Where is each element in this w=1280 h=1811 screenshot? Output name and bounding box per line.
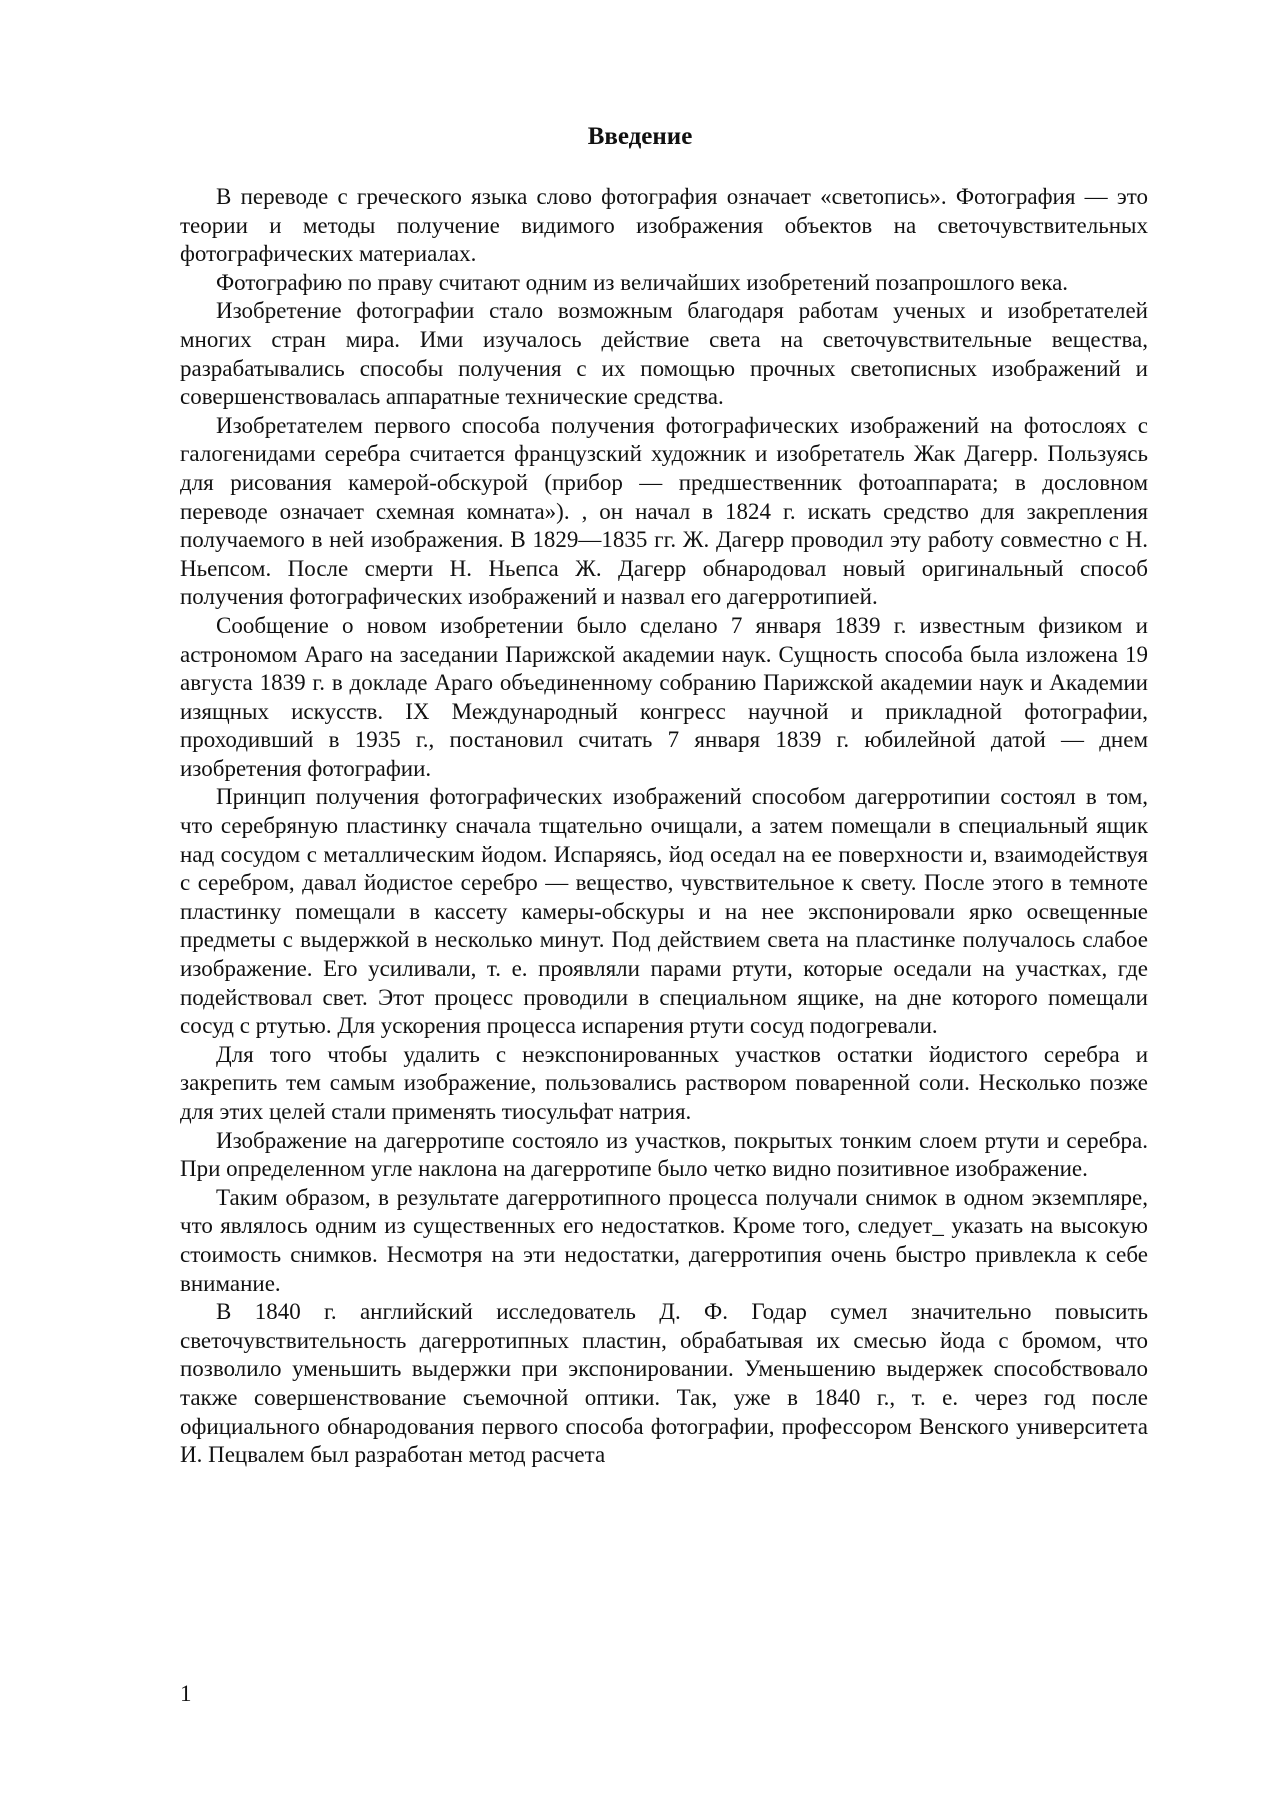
page-title: Введение [587,123,693,150]
paragraph: Для того чтобы удалить с неэкспонированных участков остатки йодистого серебра и закрепить тем самым изображение, пользовались раствором поваренной соли. Несколько позже для этих целей стали применять тиосульфат натрия. [180,1041,1148,1124]
paragraph: Изобретение фотографии стало возможным благодаря работам ученых и изобретателей многих стран мира. Ими изучалось действие света на светочувствительные вещества, разрабатывались способы получения с их помощью прочных светописных изображений и совершенствовалась аппаратные технические средства. [180,298,1148,410]
paragraph: Изображение на дагерротипе состояло из участков, покрытых тонким слоем ртути и серебра. При определенном угле наклона на дагерротипе было четко видно позитивное изображение. [180,1127,1148,1182]
paragraph: Сообщение о новом изобретении было сделано 7 января 1839 г. известным физиком и астрономом Араго на заседании Парижской академии наук. Сущность способа была изложена 19 августа 1839 г. в докладе Араго объединенному собранию Парижской академии наук и Академии изящных искусств. IX Международный конгресс научной и прикладной фотографии, проходивший в 1935 г., постановил считать 7 января 1839 г. юбилейной датой — днем изобретения фотографии. [180,612,1148,781]
body-text [180,183,1148,1470]
page-number: 1 [180,1681,192,1706]
paragraph: В 1840 г. английский исследователь Д. Ф. Годар сумел значительно повысить светочувствительность дагерротипных пластин, обрабатывая их смесью йода с бромом, что позволило уменьшить выдержки при экспонировании. Уменьшению выдержек способствовало также совершенствование съемочной оптики. Так, уже в 1840 г., т. е. через год после официального обнародования первого способа фотографии, профессором Венского университета И. Пецвалем был разработан метод расчета [180,1299,1148,1468]
paragraph: Таким образом, в результате дагерротипного процесса получали снимок в одном экземпляре, что являлось одним из существенных его недостатков. Кроме того, следует_ указать на высокую стоимость снимков. Несмотря на эти недостатки, дагерротипия очень быстро привлекла к себе внимание. [180,1184,1148,1296]
paragraph: Изобретателем первого способа получения фотографических изображений на фотослоях с галогенидами серебра считается французский художник и изобретатель Жак Дагерр. Пользуясь для рисования камерой-обскурой (прибор — предшественник фотоаппарата; в дословном переводе означает схемная комната»). , он начал в 1824 г. искать средство для закрепления получаемого в ней изображения. В 1829—1835 гг. Ж. Дагерр проводил эту работу совместно с Н. Ньепсом. После смерти Н. Ньепса Ж. Дагерр обнародовал новый оригинальный способ получения фотографических изображений и назвал его дагерротипией. [180,412,1148,610]
paragraph: В переводе с греческого языка слово фотография означает «светопись». Фотография — это теории и методы получение видимого изображения объектов на светочувствительных фотографических материалах. [180,184,1148,267]
paragraph: Фотографию по праву считают одним из величайших изобретений позапрошлого века. [216,269,1069,295]
paragraph: Принцип получения фотографических изображений способом дагерротипии состоял в том, что серебряную пластинку сначала тщательно очищали, а затем помещали в специальный ящик над сосудом с металлическим йодом. Испаряясь, йод оседал на ее поверхности и, взаимодействуя с серебром, давал йодистое серебро — вещество, чувствительное к свету. После этого в темноте пластинку помещали в кассету камеры-обскуры и на нее экспонировали ярко освещенные предметы с выдержкой в несколько минут. Под действием света на пластинке получалось слабое изображение. Его усиливали, т. е. проявляли парами ртути, которые оседали на участках, где подействовал свет. Этот процесс проводили в специальном ящике, на дне которого помещали сосуд с ртутью. Для ускорения процесса испарения ртути сосуд подогревали. [180,784,1148,1039]
